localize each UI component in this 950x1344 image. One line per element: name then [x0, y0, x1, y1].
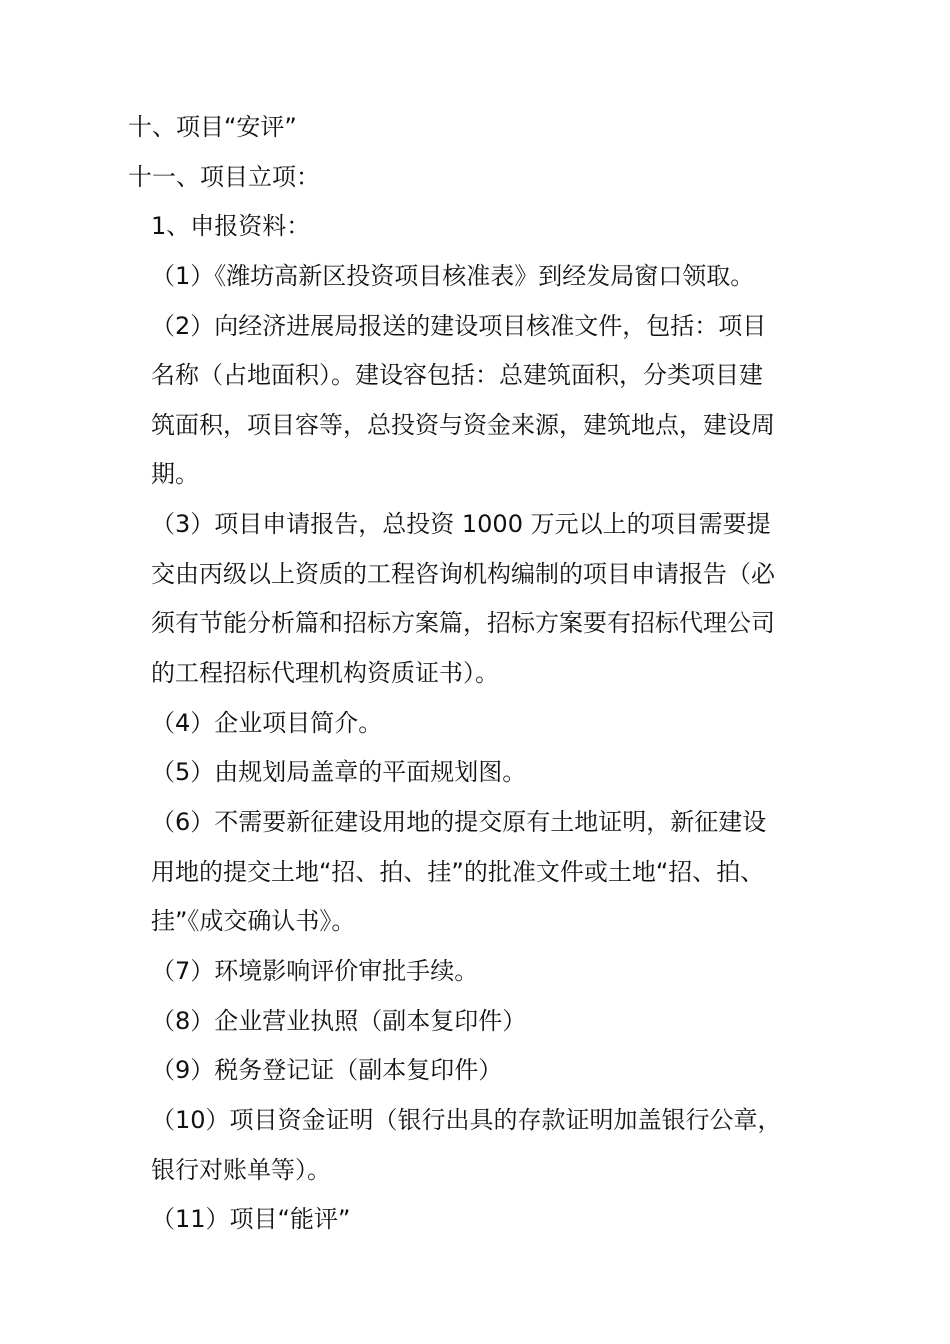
item-3-line-2: 交由丙级以上资质的工程咨询机构编制的项目申请报告（必: [151, 560, 775, 588]
item-5: （5）由规划局盖章的平面规划图。: [151, 758, 527, 786]
item-3-line-4: 的工程招标代理机构资质证书）。: [151, 659, 499, 687]
item-2-line-1: （2）向经济进展局报送的建设项目核准文件，包括：项目: [151, 312, 767, 340]
item-7: （7）环境影响评价审批手续。: [151, 957, 479, 985]
heading-section-11: 十一、项目立项：: [128, 163, 320, 191]
item-6-line-3: 挂”《成交确认书》。: [151, 907, 356, 935]
item-11: （11）项目“能评”: [151, 1205, 351, 1233]
item-1: （1）《潍坊高新区投资项目核准表》到经发局窗口领取。: [151, 262, 755, 290]
item-9: （9）税务登记证（副本复印件）: [151, 1056, 503, 1084]
item-8: （8）企业营业执照（副本复印件）: [151, 1007, 527, 1035]
item-2-line-3: 筑面积，项目容等，总投资与资金来源，建筑地点，建设周: [151, 411, 775, 439]
item-4: （4）企业项目简介。: [151, 709, 383, 737]
item-6-line-2: 用地的提交土地“招、拍、挂”的批准文件或土地“招、拍、: [151, 858, 765, 886]
item-10-line-2: 银行对账单等）。: [151, 1156, 331, 1184]
item-3-line-1: （3）项目申请报告，总投资 1000 万元以上的项目需要提: [151, 510, 771, 538]
item-6-line-1: （6）不需要新征建设用地的提交原有土地证明，新征建设: [151, 808, 767, 836]
item-10-line-1: （10）项目资金证明（银行出具的存款证明加盖银行公章，: [151, 1106, 782, 1134]
subheading-application-materials: 1、申报资料：: [151, 212, 311, 240]
heading-section-10: 十、项目“安评”: [128, 113, 297, 141]
item-3-line-3: 须有节能分析篇和招标方案篇，招标方案要有招标代理公司: [151, 609, 775, 637]
item-2-line-2: 名称（占地面积）。建设容包括：总建筑面积，分类项目建: [151, 361, 763, 389]
item-2-line-4: 期。: [151, 460, 199, 488]
